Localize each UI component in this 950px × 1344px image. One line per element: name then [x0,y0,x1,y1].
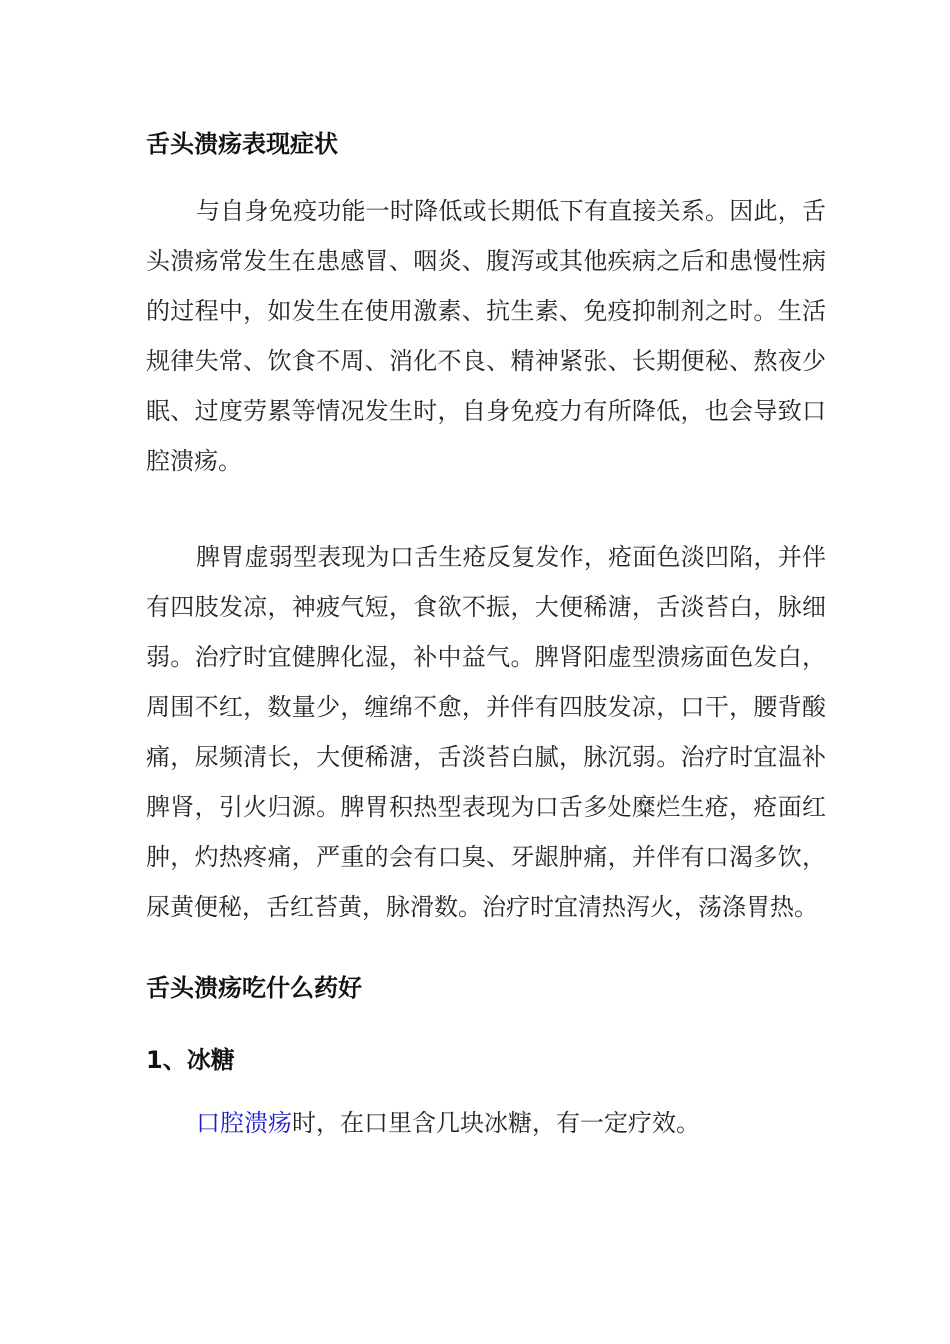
paragraph-spacer [146,486,826,532]
paragraph-immune-causes: 与自身免疫功能一时降低或长期低下有直接关系。因此，舌头溃疡常发生在患感冒、咽炎、腹泻或其他疾病之后和患慢性病的过程中，如发生在使用激素、抗生素、免疫抑制剂之时。生活规律失常、饮食不周、消化不良、精神紧张、长期便秘、熬夜少眠、过度劳累等情况发生时，自身免疫力有所降低，也会导致口腔溃疡。 [146,197,826,475]
paragraph-rock-sugar [146,1098,826,1148]
section-heading-medicine: 舌头溃疡吃什么药好 [146,974,362,1002]
oral-ulcer-link[interactable]: 口腔溃疡 [196,1109,292,1137]
paragraph-syndrome-types: 脾胃虚弱型表现为口舌生疮反复发作，疮面色淡凹陷，并伴有四肢发凉，神疲气短，食欲不振，大便稀溏，舌淡苔白，脉细弱。治疗时宜健脾化湿，补中益气。脾肾阳虚型溃疡面色发白，周围不红，数量少，缠绵不愈，并伴有四肢发凉，口干，腰背酸痛，尿频清长，大便稀溏，舌淡苔白腻，脉沉弱。治疗时宜温补脾肾，引火归源。脾胃积热型表现为口舌多处糜烂生疮，疮面红肿，灼热疼痛，严重的会有口臭、牙龈肿痛，并伴有口渴多饮，尿黄便秘，舌红苔黄，脉滑数。治疗时宜清热泻火，荡涤胃热。 [146,543,826,921]
subheading-rock-sugar: 1、冰糖 [146,1046,235,1074]
document-content [146,128,826,1148]
section-heading-symptoms: 舌头溃疡表现症状 [146,130,338,158]
paragraph-rock-sugar-text: 时，在口里含几块冰糖，有一定疗效。 [292,1109,700,1137]
